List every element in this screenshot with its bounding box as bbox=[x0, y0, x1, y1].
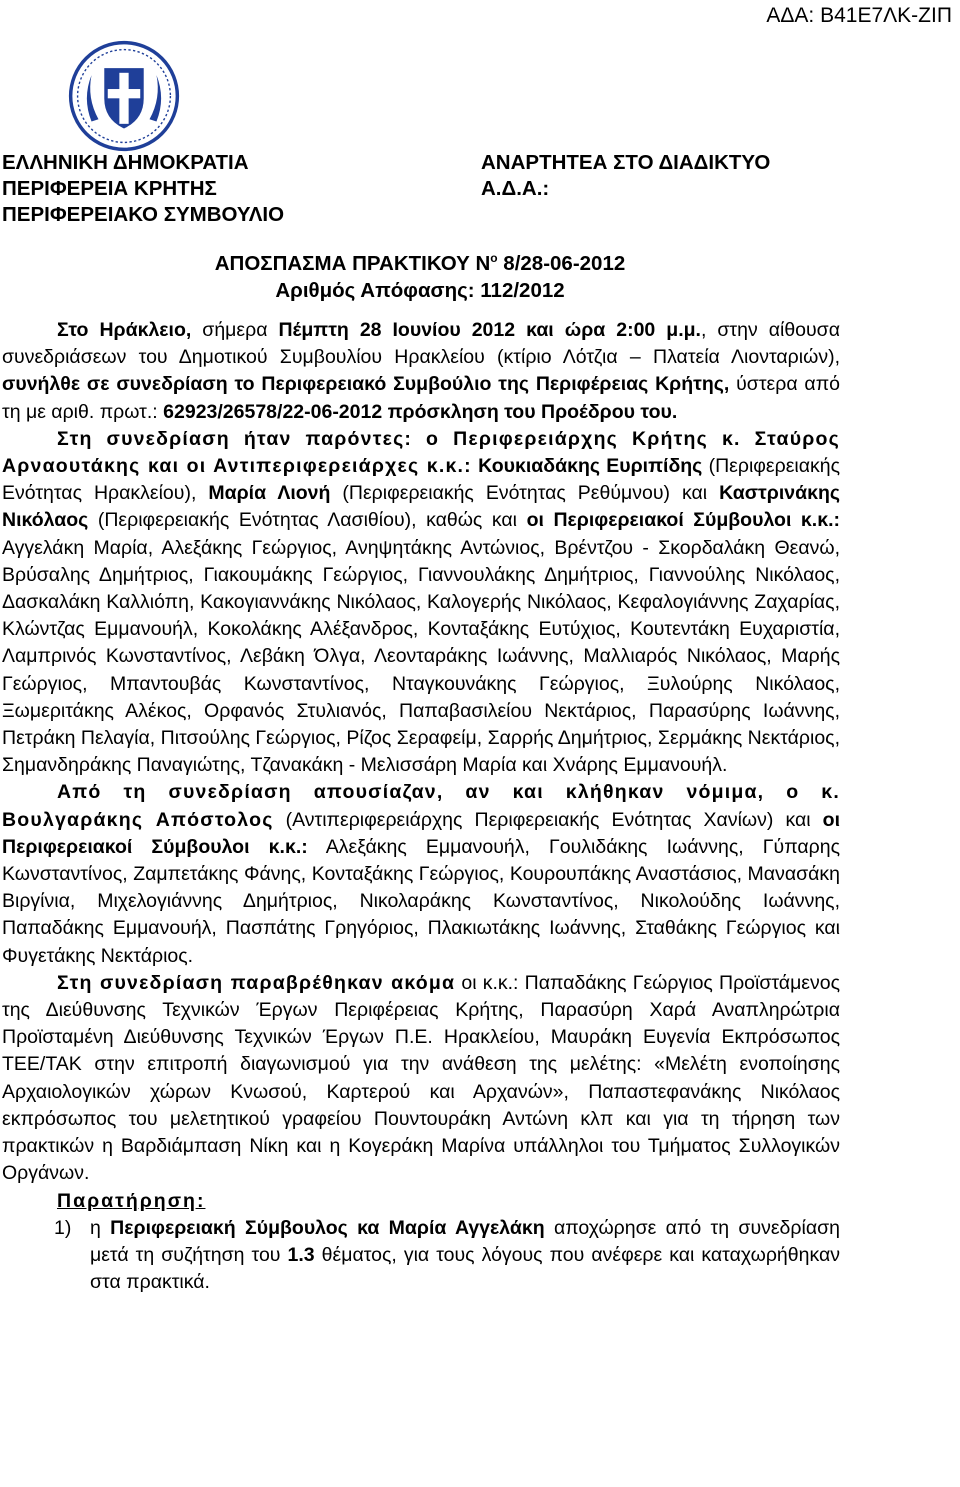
issuer-line: ΕΛΛΗΝΙΚΗ ΔΗΜΟΚΡΑΤΙΑ bbox=[2, 151, 249, 174]
posting-line: Α.Δ.Α.: bbox=[481, 177, 550, 200]
document-title bbox=[0, 245, 840, 304]
note-label: Παρατήρηση: bbox=[57, 1189, 206, 1212]
title-line-2: Αριθμός Απόφασης: 112/2012 bbox=[275, 278, 565, 302]
paragraph-also-present: Στη συνεδρίαση παραβρέθηκαν ακόμα οι κ.κ.: Παπαδάκης Γεώργιος Προϊστάμενος της Διεύθυνσης Τεχνικών Έργων Περιφέρειας Κρήτης, Παρασύρη Χαρά Αναπληρώτρια Προϊσταμένη Διεύθυνσης Τεχνικών Έργων Π.Ε. Ηρακλείου, Μαυράκη Ευγενία Εκπρόσωπος ΤΕΕ/ΤΑΚ στην επιτροπή διαγωνισμού για την ανάθεση της μελέτης: «Μελέτη ενοποίησης Αρχαιολογικών χώρων Κνωσού, Καρτερού και Αρχανών», Παπαστεφανάκης Νικόλαος εκπρόσωπος του μελετητικού γραφείου Πουντουράκη Αντώνη κλπ και για τη τήρηση των πρακτικών η Βαρδιάμπαση Νίκη και η Κογεράκη Μαρίνα υπάλληλοι του Τμήματος Συλλογικών Οργάνων. bbox=[2, 971, 840, 1185]
paragraph-attendees: Στη συνεδρίαση ήταν παρόντες: ο Περιφερειάρχης Κρήτης κ. Σταύρος Αρναουτάκης και οι Αντιπεριφερειάρχες κ.κ.: Κουκιαδάκης Ευριπίδης (Περιφερειακής Ενότητας Ηρακλείου), Μαρία Λιονή (Περιφερειακής Ενότητας Ρεθύμνου) και Καστρινάκης Νικόλαος (Περιφερειακής Ενότητας Λασιθίου), καθώς και οι Περιφερειακοί Σύμβουλοι κ.κ.: Αγγελάκη Μαρία, Αλεξάκης Γεώργιος, Ανηψητάκης Αντώνιος, Βρέντζου - Σκορδαλάκη Θεανώ, Βρύσαλης Δημήτριος, Γιακουμάκης Γεώργιος, Γιαννουλάκης Δημήτριος, Γιαννούλης Νικόλαος, Δασκαλάκη Καλλιόπη, Κακογιαννάκης Νικόλαος, Καλογερής Νικόλαος, Κεφαλογιάννης Ζαχαρίας, Κλώντζας Εμμανουήλ, Κοκολάκης Αλέξανδρος, Κονταξάκης Ευτύχιος, Κουτεντάκη Ευχαριστία, Λαμπρινός Κωνσταντίνος, Λεβάκη Όλγα, Λεονταράκης Ιωάννης, Μαλλιαρός Νικόλαος, Μαρής Γεώργιος, Μπαντουβάς Κωνσταντίνος, Νταγκουνάκης Γεώργιος, Ξυλούρης Νικόλαος, Ξωμεριτάκης Αλέκος, Ορφανός Στυλιανός, Παπαβασιλείου Νεκτάριος, Παρασύρης Ιωάννης, Πετράκη Πελαγία, Πιτσούλης Γεώργιος, Ρίζος Σεραφείμ, Σαρρής Δημήτριος, Σερμάκης Νεκτάριος, Σημανδηράκης Παναγιώτης, Τζανακάκη - Μελισσάρη Μαρία και Χνάρης Εμμανουήλ. bbox=[2, 427, 841, 777]
posting-line: ΑΝΑΡΤΗΤΕΑ ΣΤΟ ΔΙΑΔΙΚΤΥΟ bbox=[481, 151, 771, 174]
posting-header bbox=[481, 150, 770, 202]
list-number: 1) bbox=[54, 1216, 72, 1239]
title-line-1: ΑΠΟΣΠΑΣΜΑ ΠΡΑΚΤΙΚΟΥ $N^o$ 8/28-06-2012 bbox=[214, 251, 626, 275]
paragraph-absentees: Από τη συνεδρίαση απουσίαζαν, αν και κλήθηκαν νόμιμα, ο κ. Βουλγαράκης Απόστολος (Αντιπεριφερειάρχης Περιφερειακής Ενότητας Χανίων) και οι Περιφερειακοί Σύμβουλοι κ.κ.: Αλεξάκης Εμμανουήλ, Γουλιδάκης Ιωάννης, Γύπαρης Κωνσταντίνος, Ζαμπετάκης Φάνης, Κονταξάκης Γεώργιος, Κουρουπάκης Αναστάσιος, Μανασάκη Βιργίνια, Μιχελογιάννης Δημήτριος, Νικολαράκης Κωνσταντίνος, Νικολούδης Ιωάννης, Παπαδάκης Εμμανουήλ, Πασπάτης Γρηγόριος, Πλακιωτάκης Ιωάννης, Σταθάκης Γεώργιος και Φυγετάκης Νεκτάριος. bbox=[2, 781, 840, 967]
greek-coat-of-arms-icon bbox=[66, 38, 182, 154]
issuer-header bbox=[2, 150, 284, 228]
paragraph-session-info: Στο Ηράκλειο, σήμερα Πέμπτη 28 Ιουνίου 2012 και ώρα 2:00 μ.μ., στην αίθουσα συνεδριάσεων του Δημοτικού Συμβουλίου Ηρακλείου (κτίριο Λότζια – Πλατεία Λιονταριών), συνήλθε σε συνεδρίαση το Περιφερειακό Συμβούλιο της Περιφέρειας Κρήτης, ύστερα από τη με αριθ. πρωτ.: 62923/26578/22-06-2012 πρόσκληση του Προέδρου του. bbox=[2, 319, 840, 423]
ada-code: ΑΔΑ: Β41Ε7ΛΚ-ΖΙΠ bbox=[766, 4, 952, 27]
note-list-item bbox=[2, 1215, 840, 1297]
issuer-line: ΠΕΡΙΦΕΡΕΙΑΚΟ ΣΥΜΒΟΥΛΙΟ bbox=[2, 203, 285, 226]
document-body bbox=[2, 317, 840, 1296]
issuer-line: ΠΕΡΙΦΕΡΕΙΑ ΚΡΗΤΗΣ bbox=[2, 177, 217, 200]
note-item-text: η Περιφερειακή Σύμβουλος κα Μαρία Αγγελάκη αποχώρησε από τη συνεδρίαση μετά τη συζήτηση του 1.3 θέματος, για τους λόγους που ανέφερε και καταχωρήθηκαν στα πρακτικά. bbox=[90, 1216, 840, 1294]
